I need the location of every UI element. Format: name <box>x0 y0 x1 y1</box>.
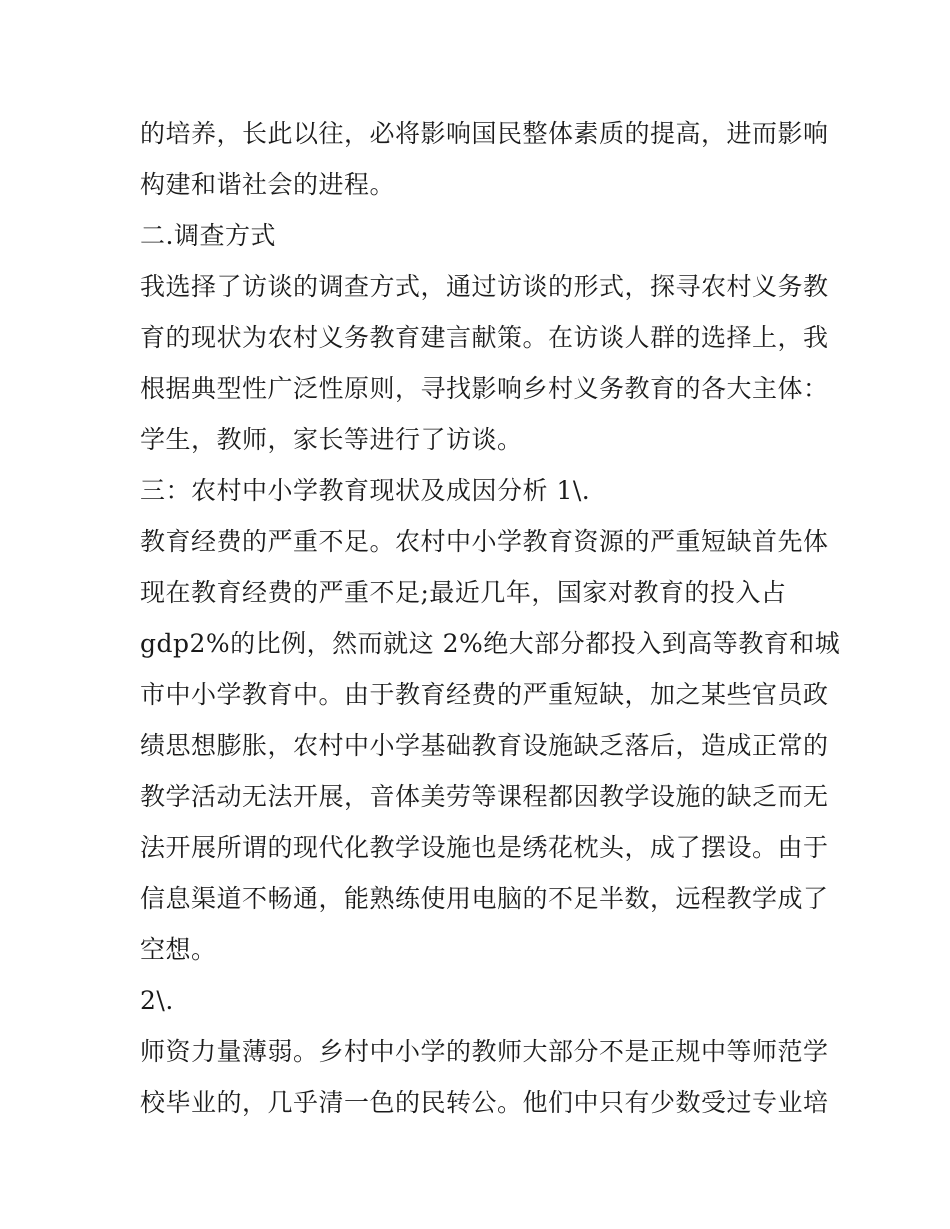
body-text <box>140 108 841 1128</box>
text-line: 我选择了访谈的调查方式，通过访谈的形式，探寻农村义务教 <box>140 272 829 301</box>
text-line: 教育经费的严重不足。农村中小学教育资源的严重短缺首先体 <box>140 527 829 556</box>
text-line: 现在教育经费的严重不足;最近几年，国家对教育的投入占 <box>140 578 787 607</box>
section-heading: 二.调查方式 <box>140 221 276 250</box>
text-line: 空想。 <box>140 935 217 964</box>
text-line: 绩思想膨胀，农村中小学基础教育设施缺乏落后，造成正常的 <box>140 731 829 760</box>
text-line: 根据典型性广泛性原则，寻找影响乡村义务教育的各大主体： <box>140 374 829 403</box>
section-heading: 三：农村中小学教育现状及成因分析 1\. <box>140 476 591 505</box>
text-line: gdp2%的比例，然而就这 2%绝大部分都投入到高等教育和城 <box>140 629 841 658</box>
text-line: 育的现状为农村义务教育建言献策。在访谈人群的选择上，我 <box>140 323 829 352</box>
text-line: 信息渠道不畅通，能熟练使用电脑的不足半数，远程教学成了 <box>140 884 829 913</box>
text-line: 构建和谐社会的进程。 <box>140 170 396 199</box>
text-line: 校毕业的，几乎清一色的民转公。他们中只有少数受过专业培 <box>140 1088 829 1117</box>
text-line: 教学活动无法开展，音体美劳等课程都因教学设施的缺乏而无 <box>140 782 829 811</box>
text-line: 学生，教师，家长等进行了访谈。 <box>140 425 523 454</box>
text-line: 的培养，长此以往，必将影响国民整体素质的提高，进而影响 <box>140 119 829 148</box>
text-line: 师资力量薄弱。乡村中小学的教师大部分不是正规中等师范学 <box>140 1037 829 1066</box>
list-number: 2\. <box>140 986 174 1015</box>
text-line: 市中小学教育中。由于教育经费的严重短缺，加之某些官员政 <box>140 680 829 709</box>
text-line: 法开展所谓的现代化教学设施也是绣花枕头，成了摆设。由于 <box>140 833 829 862</box>
